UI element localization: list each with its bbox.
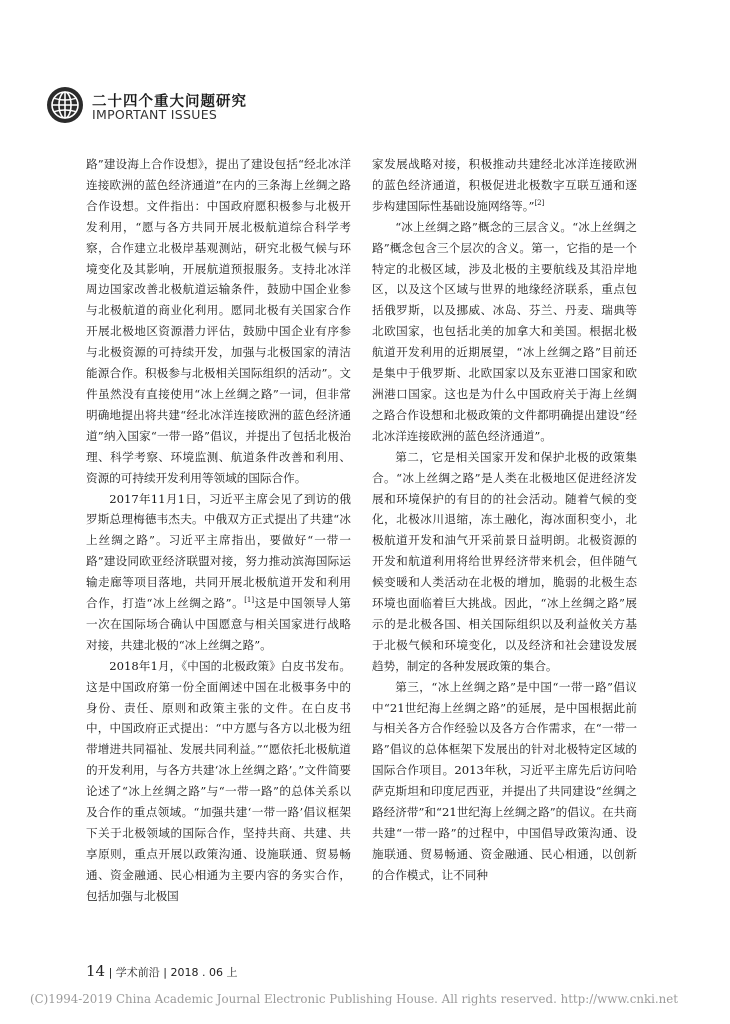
section-title-english: IMPORTANT ISSUES: [92, 107, 218, 122]
paragraph: “冰上丝绸之路”概念的三层含义。“冰上丝绸之路”概念包含三个层次的含义。第一，它指的是一个特定的北极区域，涉及北极的主要航线及其沿岸地区，以及这个区域与世界的地缘经济联系，重点包括俄罗斯，以及挪威、冰岛、芬兰、丹麦、瑞典等北欧国家，也包括北美的加拿大和美国。根据北极航道开发利用的近期展望，“冰上丝绸之路”目前还是集中于俄罗斯、北欧国家以及东亚港口国家和欧洲港口国家。这也是为什么中国政府关于海上丝绸之路合作设想和北极政策的文件都明确提出建设“经北冰洋连接欧洲的蓝色经济通道”。: [372, 219, 637, 443]
paragraph: 2017年11月1日，习近平主席会见了到访的俄罗斯总理梅德韦杰夫。中俄双方正式提出了共建“冰上丝绸之路”。习近平主席指出，要做好“一带一路”建设同欧亚经济联盟对接，努力推动滨海国际运输走廊等项目落地，共同开展北极航道开发和利用合作，打造“冰上丝绸之路”。[1]这是中国领导人第一次在国际场合确认中国愿意与相关国家进行战略对接，共建北极的“冰上丝绸之路”。: [86, 491, 351, 652]
paragraph: 2018年1月，《中国的北极政策》白皮书发布。这是中国政府第一份全面阐述中国在北极事务中的身份、责任、原则和政策主张的文件。在白皮书中，中国政府正式提出：“中方愿与各方以北极为纽带增进共同福祉、发展共同利益。”“愿依托北极航道的开发利用，与各方共建‘冰上丝绸之路’。”文件简要论述了“冰上丝绸之路”与“一带一路”的总体关系以及合作的重点领域。“加强共建‘一带一路’倡议框架下关于北极领域的国际合作，坚持共商、共建、共享原则，重点开展以政策沟通、设施联通、贸易畅通、资金融通、民心相通为主要内容的务实合作，包括加强与北极国: [86, 658, 351, 903]
paragraph: 第二，它是相关国家开发和保护北极的政策集合。“冰上丝绸之路”是人类在北极地区促进经济发展和环境保护的有目的的社会活动。随着气候的变化，北极冰川退缩，冻土融化，海冰面积变小，北极航道开发和油气开采前景日益明朗。北极资源的开发和航道利用将给世界经济带来机会，但伴随气候变暖和人类活动在北极的增加，脆弱的北极生态环境也面临着巨大挑战。因此，“冰上丝绸之路”展示的是北极各国、相关国际组织以及利益攸关方基于北极气候和环境变化，以及经济和社会建设发展趋势，制定的各种发展政策的集合。: [372, 449, 637, 673]
globe-icon: [46, 86, 84, 124]
paragraph: 家发展战略对接，积极推动共建经北冰洋连接欧洲的蓝色经济通道，积极促进北极数字互联互通和逐步构建国际性基础设施网络等。”[2]: [372, 157, 637, 213]
left-column: [86, 154, 351, 946]
footnote-ref: [1]: [244, 596, 255, 605]
footnote-ref: [2]: [534, 198, 545, 207]
paragraph: 路”建设海上合作设想》，提出了建设包括“经北冰洋连接欧洲的蓝色经济通道”在内的三条海上丝绸之路合作设想。文件指出：中国政府愿积极参与北极开发利用，“愿与各方共同开展北极航道综合科学考察，合作建立北极岸基观测站，研究北极气候与环境变化及其影响，开展航道预报服务。支持北冰洋周边国家改善北极航道运输条件，鼓励中国企业参与北极航道的商业化利用。愿同北极有关国家合作开展北极地区资源潜力评估，鼓励中国企业有序参与北极资源的可持续开发，加强与北极国家的清洁能源合作。积极参与北极相关国际组织的活动”。文件虽然没有直接使用“冰上丝绸之路”一词，但非常明确地提出将共建“经北冰洋连接欧洲的蓝色经济通道”纳入国家“一带一路”倡议，并提出了包括北极治理、科学考察、环境监测、航道条件改善和利用、资源的可持续开发利用等领域的国际合作。: [86, 157, 351, 485]
page-number: 14: [86, 962, 106, 980]
page-footer: [86, 962, 237, 980]
journal-info: | 学术前沿 | 2018 . 06 上: [108, 966, 238, 979]
page-header: [46, 86, 286, 126]
paragraph: 第三，“冰上丝绸之路”是中国“一带一路”倡议中“21世纪海上丝绸之路”的延展，是中国根据此前与相关各方合作经验以及各方合作需求，在“一带一路”倡议的总体框架下发展出的针对北极特定区域的国际合作项目。2013年秋，习近平主席先后访问哈萨克斯坦和印度尼西亚，并提出了共同建设“丝绸之路经济带”和“21世纪海上丝绸之路”的倡议。在共商共建“一带一路”的过程中，中国倡导政策沟通、设施联通、贸易畅通、资金融通、民心相通，以创新的合作模式，让不同种: [372, 679, 637, 882]
right-column: [372, 154, 637, 946]
section-title: 二十四个重大问题研究: [92, 94, 247, 110]
copyright-notice: (C)1994-2019 China Academic Journal Electronic Publishing House. All rights reserved. http://www.cnki.net: [30, 992, 678, 1006]
